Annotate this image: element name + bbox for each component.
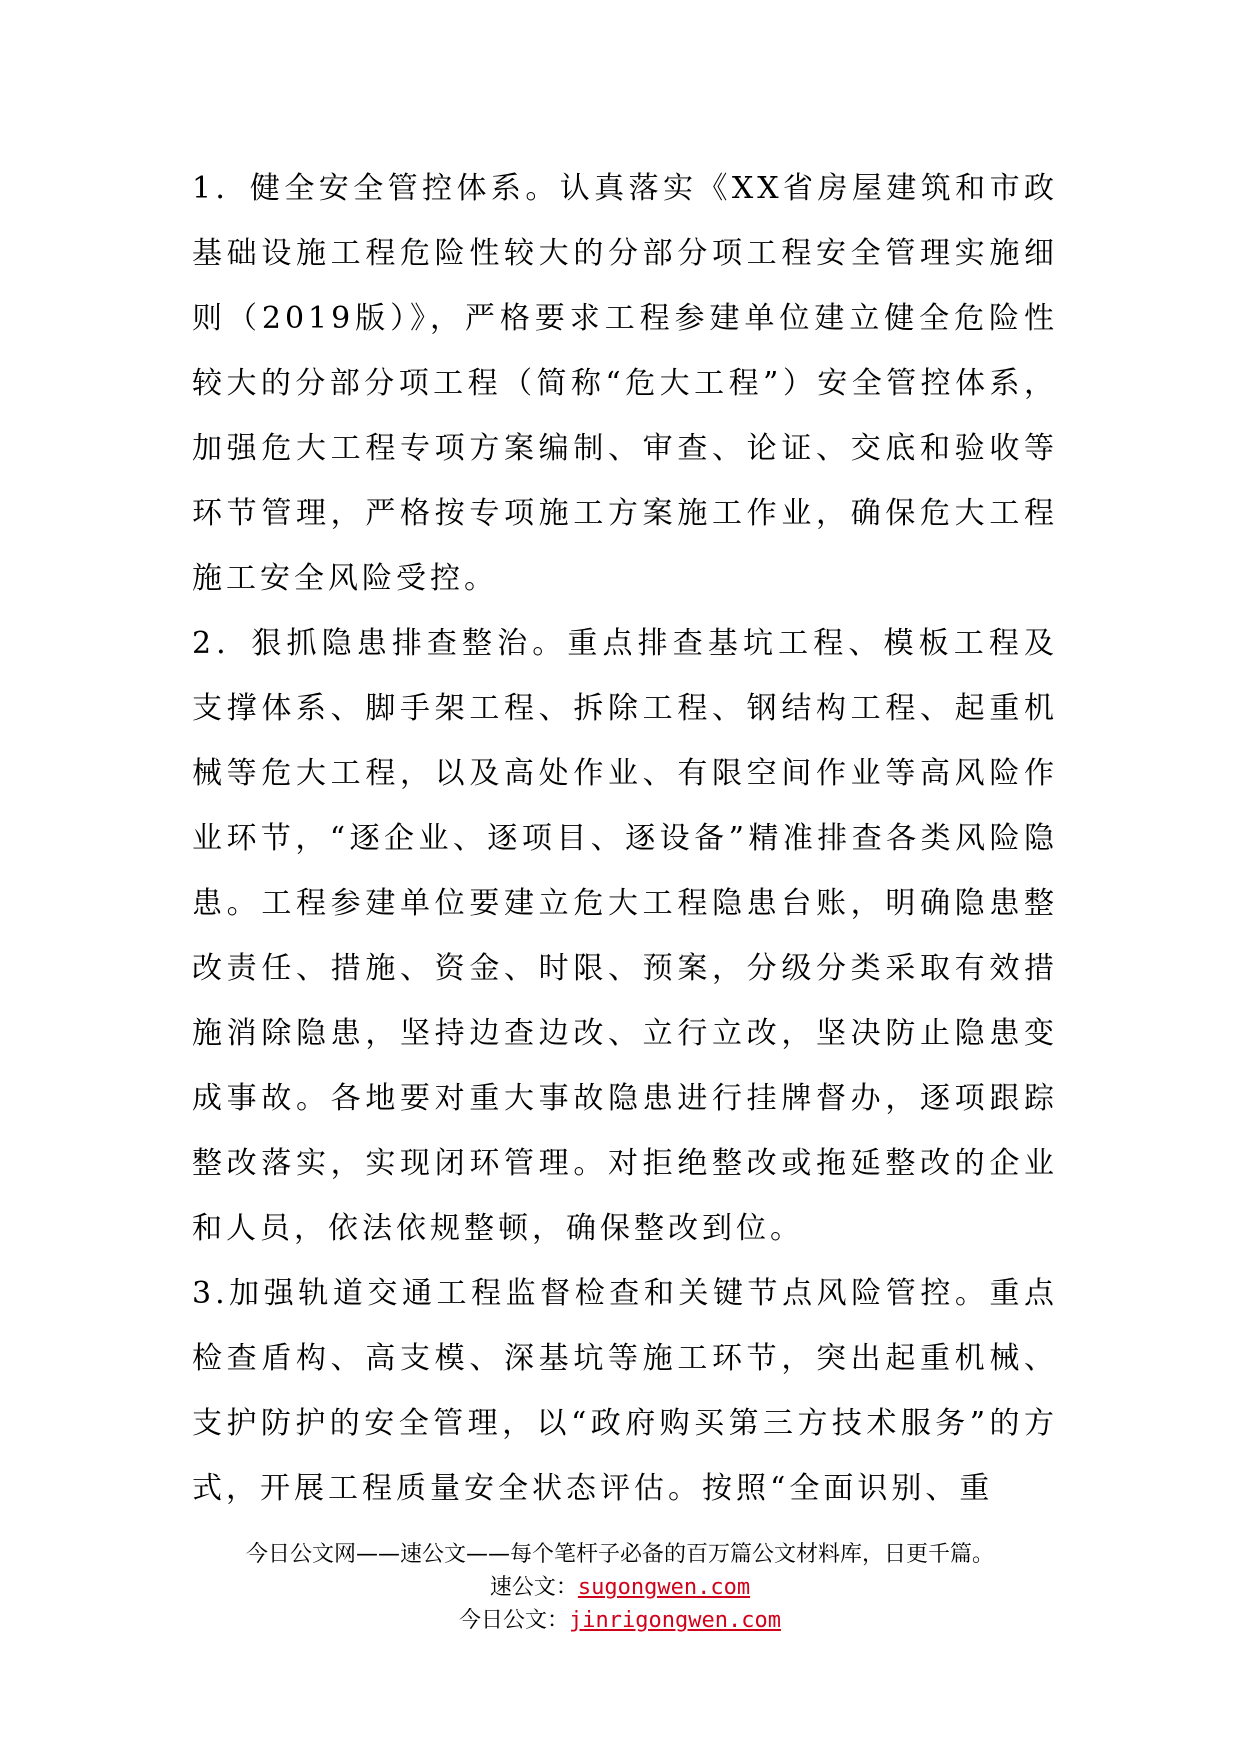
paragraph-3: 3.加强轨道交通工程监督检查和关键节点风险管控。重点检查盾构、高支模、深基坑等施工环节，突出起重机械、支护防护的安全管理，以“政府购买第三方技术服务”的方式，开展工程质量安全状态评估。按照“全面识别、重 — [192, 1276, 1058, 1506]
page-footer — [0, 1538, 1240, 1637]
jinrigongwen-link[interactable]: jinrigongwen.com — [569, 1608, 781, 1633]
paragraph-1: 1．健全安全管控体系。认真落实《XX省房屋建筑和市政基础设施工程危险性较大的分部分项工程安全管理实施细则（2019版）》，严格要求工程参建单位建立健全危险性较大的分部分项工程（简称“危大工程”）安全管控体系，加强危大工程专项方案编制、审查、论证、交底和验收等环节管理，严格按专项施工方案施工作业，确保危大工程施工安全风险受控。 — [192, 171, 1058, 596]
document-body — [192, 156, 1058, 1521]
footer-sugongwen-label: 速公文： — [489, 1575, 578, 1600]
footer-jinrigongwen-label: 今日公文： — [459, 1608, 570, 1633]
sugongwen-link[interactable]: sugongwen.com — [577, 1575, 751, 1600]
footer-slogan: 今日公文网——速公文——每个笔杆子必备的百万篇公文材料库，日更千篇。 — [245, 1542, 994, 1567]
footer-line-sugongwen — [0, 1571, 1240, 1604]
paragraph-2: 2．狠抓隐患排查整治。重点排查基坑工程、模板工程及支撑体系、脚手架工程、拆除工程、钢结构工程、起重机械等危大工程，以及高处作业、有限空间作业等高风险作业环节，“逐企业、逐项目、逐设备”精准排查各类风险隐患。工程参建单位要建立危大工程隐患台账，明确隐患整改责任、措施、资金、时限、预案，分级分类采取有效措施消除隐患，坚持边查边改、立行立改，坚决防止隐患变成事故。各地要对重大事故隐患进行挂牌督办，逐项跟踪整改落实，实现闭环管理。对拒绝整改或拖延整改的企业和人员，依法依规整顿，确保整改到位。 — [192, 626, 1058, 1246]
footer-line-jinrigongwen — [0, 1604, 1240, 1637]
